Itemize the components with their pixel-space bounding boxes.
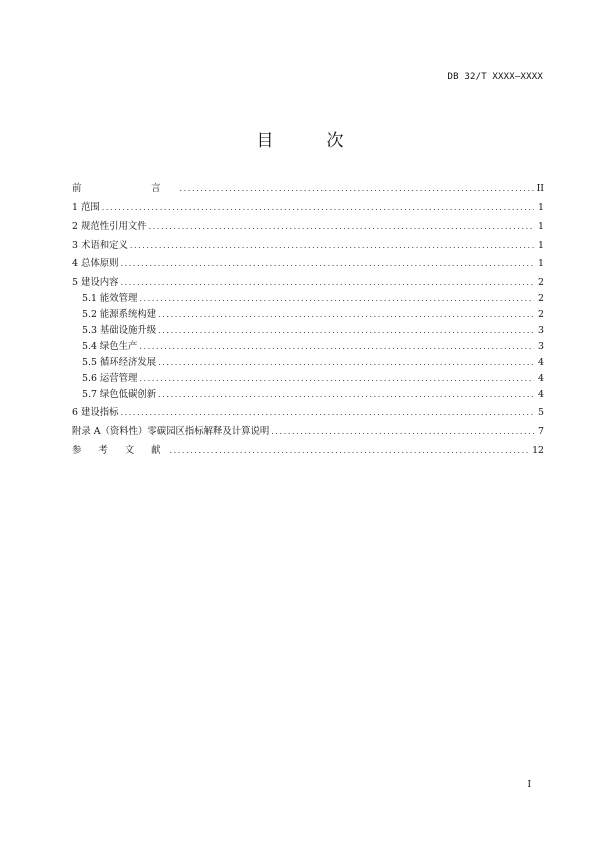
toc-entry-5-1[interactable] bbox=[72, 288, 544, 304]
toc-entry-label: 6 建设指标 bbox=[72, 407, 119, 419]
toc-leader-dots bbox=[139, 293, 534, 304]
toc-entry-terms-definitions[interactable] bbox=[72, 235, 544, 251]
toc-leader-dots bbox=[139, 341, 534, 352]
toc-entry-5-2[interactable] bbox=[72, 304, 544, 320]
toc-entry-label: 5.4 绿色生产 bbox=[82, 340, 138, 352]
table-of-contents bbox=[72, 178, 544, 456]
toc-entry-general-principles[interactable] bbox=[72, 254, 544, 270]
toc-entry-label: 5.2 能源系统构建 bbox=[82, 309, 157, 321]
toc-entry-label: 5.1 能效管理 bbox=[82, 293, 138, 305]
toc-leader-dots bbox=[180, 183, 534, 194]
toc-entry-label: 5.6 运营管理 bbox=[82, 372, 138, 384]
toc-entry-page: 2 bbox=[538, 293, 544, 305]
toc-entry-page: 1 bbox=[538, 220, 544, 232]
toc-leader-dots bbox=[158, 325, 534, 336]
toc-entry-page: 1 bbox=[538, 201, 544, 213]
toc-entry-page: 3 bbox=[538, 325, 544, 337]
toc-entry-5-3[interactable] bbox=[72, 320, 544, 336]
toc-leader-dots bbox=[130, 240, 534, 251]
toc-entry-page: II bbox=[536, 182, 544, 194]
toc-entry-5-4[interactable] bbox=[72, 336, 544, 352]
toc-entry-bibliography[interactable] bbox=[72, 440, 544, 456]
toc-entry-label: 1 范围 bbox=[72, 201, 100, 213]
toc-entry-page: 12 bbox=[532, 445, 544, 457]
toc-leader-dots bbox=[158, 357, 534, 368]
toc-leader-dots bbox=[120, 277, 534, 288]
toc-entry-foreword[interactable] bbox=[72, 178, 544, 194]
toc-entry-page: 2 bbox=[538, 277, 544, 289]
toc-entry-page: 1 bbox=[538, 239, 544, 251]
document-code: DB 32/T XXXX—XXXX bbox=[447, 72, 543, 82]
toc-entry-5-5[interactable] bbox=[72, 352, 544, 368]
toc-entry-page: 1 bbox=[538, 258, 544, 270]
toc-entry-construction-content[interactable] bbox=[72, 272, 544, 288]
toc-entry-label: 5.7 绿色低碳创新 bbox=[82, 388, 157, 400]
toc-entry-label: 5.3 基础设施升级 bbox=[82, 325, 157, 337]
toc-entry-label: 附录 A（资料性）零碳园区指标解释及计算说明 bbox=[72, 426, 270, 438]
toc-entry-5-6[interactable] bbox=[72, 368, 544, 384]
toc-entry-page: 3 bbox=[538, 340, 544, 352]
toc-entry-label: 2 规范性引用文件 bbox=[72, 220, 147, 232]
toc-leader-dots bbox=[120, 407, 534, 418]
toc-entry-label: 参 考 文 献 bbox=[72, 445, 168, 457]
toc-entry-normative-references[interactable] bbox=[72, 216, 544, 232]
toc-leader-dots bbox=[158, 309, 534, 320]
toc-leader-dots bbox=[102, 202, 534, 213]
toc-leader-dots bbox=[169, 445, 530, 456]
toc-entry-page: 4 bbox=[538, 372, 544, 384]
toc-entry-label: 5 建设内容 bbox=[72, 277, 119, 289]
toc-entry-appendix-a[interactable] bbox=[72, 421, 544, 437]
toc-entry-page: 4 bbox=[538, 356, 544, 368]
toc-leader-dots bbox=[149, 221, 534, 232]
toc-entry-page: 5 bbox=[538, 407, 544, 419]
toc-entry-label: 5.5 循环经济发展 bbox=[82, 356, 157, 368]
toc-entry-page: 4 bbox=[538, 388, 544, 400]
toc-entry-construction-indicators[interactable] bbox=[72, 403, 544, 419]
toc-leader-dots bbox=[120, 258, 534, 269]
toc-entry-label: 3 术语和定义 bbox=[72, 239, 128, 251]
page-title: 目 次 bbox=[256, 131, 362, 151]
toc-entry-label: 前 言 bbox=[72, 182, 178, 194]
toc-leader-dots bbox=[271, 426, 534, 437]
toc-entry-label: 4 总体原则 bbox=[72, 258, 119, 270]
page-number: I bbox=[527, 780, 531, 790]
toc-entry-page: 2 bbox=[538, 309, 544, 321]
toc-entry-5-7[interactable] bbox=[72, 384, 544, 400]
toc-entry-scope[interactable] bbox=[72, 197, 544, 213]
toc-leader-dots bbox=[139, 373, 534, 384]
toc-entry-page: 7 bbox=[538, 426, 544, 438]
toc-leader-dots bbox=[158, 389, 534, 400]
